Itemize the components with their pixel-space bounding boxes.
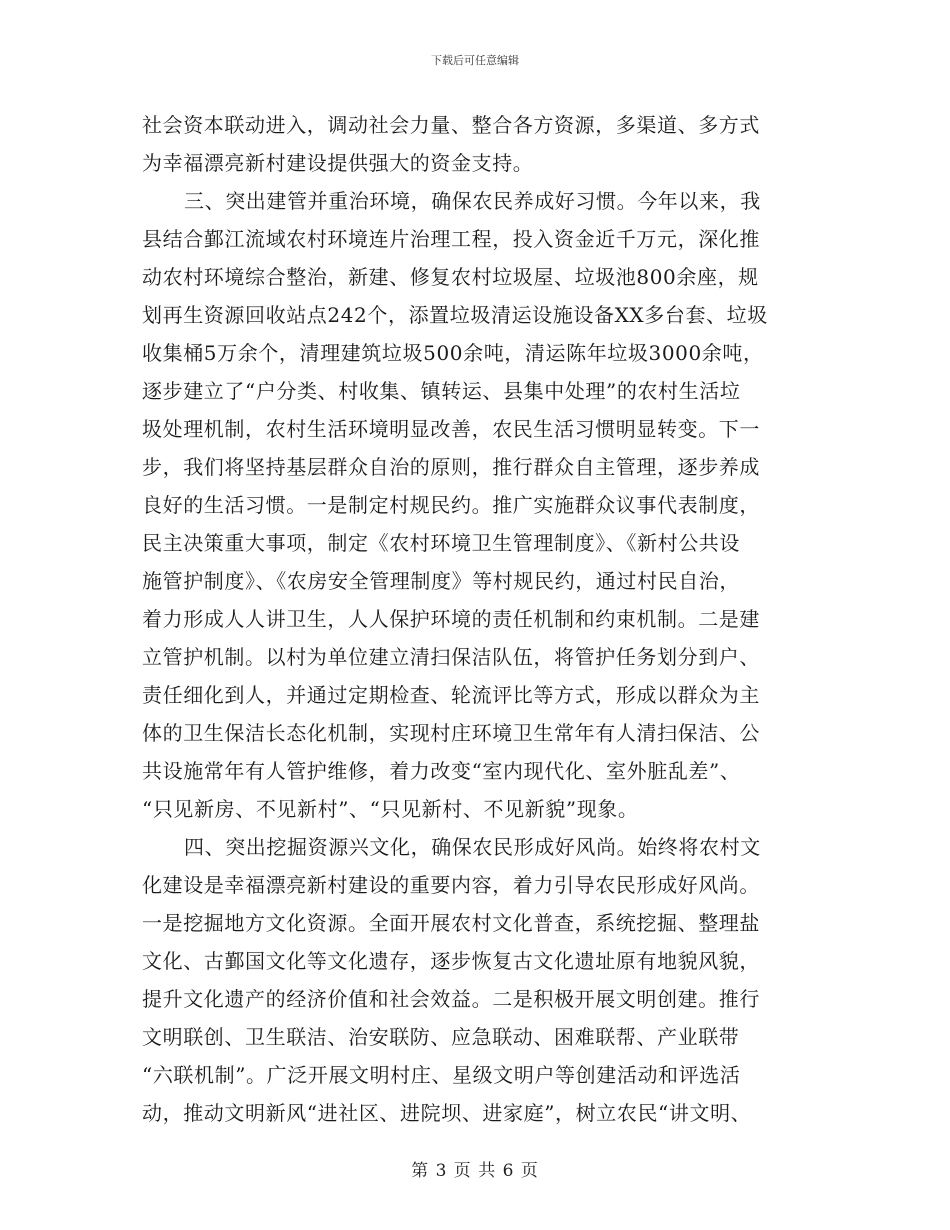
document-body: [142, 106, 808, 1132]
text-line: 体的卫生保洁长态化机制，实现村庄环境卫生常年有人清扫保洁、公: [142, 721, 760, 745]
text-line: 四、突出挖掘资源兴文化，确保农民形成好风尚。始终将农村文: [184, 835, 761, 859]
text-line: 化建设是幸福漂亮新村建设的重要内容，着力引导农民形成好风尚。: [142, 873, 760, 897]
text-line: 圾处理机制，农村生活环境明显改善，农民生活习惯明显转变。下一: [142, 417, 760, 441]
page-number-footer: 第 3 页 共 6 页: [411, 1161, 539, 1181]
text-line: 文化、古鄞国文化等文化遗存，逐步恢复古文化遗址原有地貌风貌，: [142, 949, 760, 973]
text-line: 为幸福漂亮新村建设提供强大的资金支持。: [142, 151, 534, 175]
text-line: 动农村环境综合整治，新建、修复农村垃圾屋、垃圾池800余座，规: [142, 265, 759, 289]
text-line: 一是挖掘地方文化资源。全面开展农村文化普查，系统挖掘、整理盐: [142, 911, 760, 935]
text-line: 收集桶5万余个，清理建筑垃圾500余吨，清运陈年垃圾3000余吨，: [142, 341, 764, 365]
text-line: 逐步建立了“户分类、村收集、镇转运、县集中处理”的农村生活垃: [142, 379, 741, 403]
text-line: 着力形成人人讲卫生，人人保护环境的责任机制和约束机制。二是建: [142, 607, 760, 631]
text-line: 立管护机制。以村为单位建立清扫保洁队伍，将管护任务划分到户、: [142, 645, 760, 669]
text-line: 动，推动文明新风“进社区、进院坝、进家庭”，树立农民“讲文明、: [142, 1101, 752, 1125]
text-line: 民主决策重大事项，制定《农村环境卫生管理制度》、《新村公共设: [142, 531, 740, 555]
text-line: “六联机制”。广泛开展文明村庄、星级文明户等创建活动和评选活: [142, 1063, 741, 1087]
text-line: 施管护制度》、《农房安全管理制度》等村规民约，通过村民自治，: [142, 569, 740, 593]
text-line: 共设施常年有人管护维修，着力改变“室内现代化、室外脏乱差”、: [142, 759, 741, 783]
text-line: 提升文化遗产的经济价值和社会效益。二是积极开展文明创建。推行: [142, 987, 760, 1011]
text-line: 社会资本联动进入，调动社会力量、整合各方资源，多渠道、多方式: [142, 113, 760, 137]
text-line: 步，我们将坚持基层群众自治的原则，推行群众自主管理，逐步养成: [142, 455, 760, 479]
page-header: 下载后可任意编辑: [431, 54, 519, 67]
text-line: 县结合鄞江流域农村环境连片治理工程，投入资金近千万元，深化推: [142, 227, 760, 251]
text-line: 划再生资源回收站点242个，添置垃圾清运设施设备XX多台套、垃圾: [142, 303, 768, 327]
text-line: 良好的生活习惯。一是制定村规民约。推广实施群众议事代表制度，: [142, 493, 760, 517]
text-line: “只见新房、不见新村”、“只见新村、不见新貌”现象。: [142, 797, 639, 821]
text-line: 文明联创、卫生联洁、治安联防、应急联动、困难联帮、产业联带: [142, 1025, 740, 1049]
text-line: 三、突出建管并重治环境，确保农民养成好习惯。今年以来，我: [184, 189, 761, 213]
text-line: 责任细化到人，并通过定期检查、轮流评比等方式，形成以群众为主: [142, 683, 760, 707]
